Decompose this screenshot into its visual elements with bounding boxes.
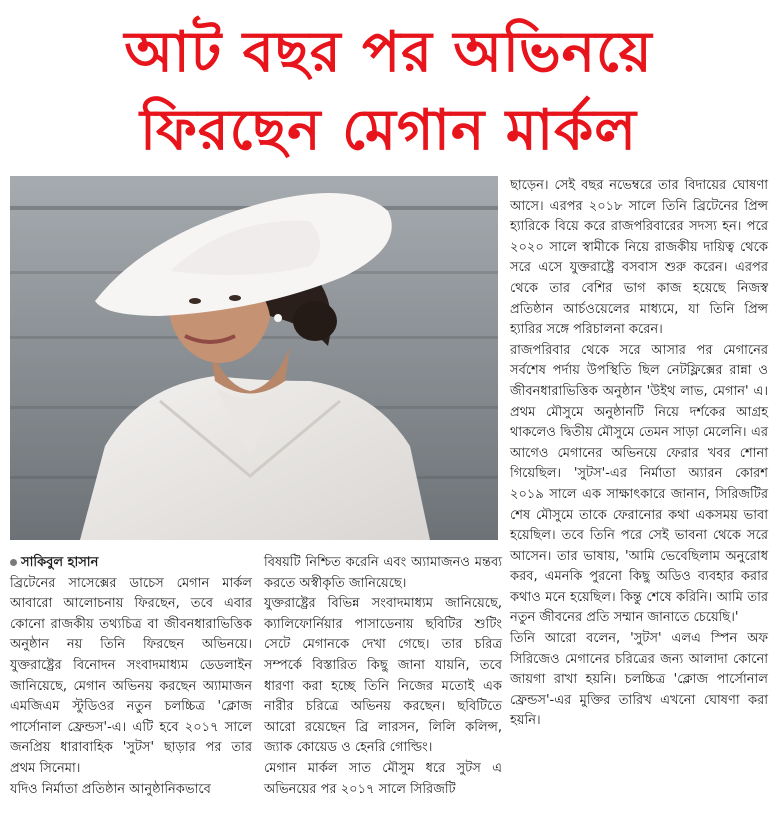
paragraph: যুক্তরাষ্ট্রের বিভিন্ন সংবাদমাধ্যম জানিয়েছে, ক্যালিফোর্নিয়ার পাসাডেনায় ছবিটির শুটিং সেটে মেগানকে দেখা গেছে। তার চরিত্র সম্পর্কে বিস্তারিত কিছু জানা যায়নি, তবে ধারণা করা হচ্ছে তিনি নিজের মতোই এক নারীর চরিত্রে অভিনয় করছেন। ছবিটিতে আরো রয়েছেন ব্রি লারসন, লিলি কলিন্স, জ্যাক কোয়েড ও হেনরি গোল্ডিং। [264, 596, 502, 756]
article-column-2 [264, 553, 502, 800]
article-column-3 [510, 176, 768, 732]
bullet-icon [10, 559, 17, 566]
byline-text: সাকিবুল হাসান [21, 555, 99, 570]
headline-line-2: ফিরছেন মেগান মার্কল [139, 98, 638, 163]
paragraph: ব্রিটেনের সাসেক্সের ডাচেস মেগান মার্কল আবারো আলোচনায় ফিরছেন, তবে এবার কোনো রাজকীয় তথ্যচিত্র বা জীবনধারাভিত্তিক অনুষ্ঠান নয় তিনি ফিরছেন অভিনয়ে। যুক্তরাষ্ট্রের বিনোদন সংবাদমাধ্যম ডেডলাইন জানিয়েছে, মেগান অভিনয় করছেন অ্যামাজন এমজিএম স্টুডিওর নতুন চলচ্চিত্র 'ক্লোজ পার্সোনাল ফ্রেন্ডস'-এ। এটি হবে ২০১৭ সালে জনপ্রিয় ধারাবাহিক 'সুটস' ছাড়ার পর তার প্রথম সিনেমা। [10, 575, 252, 776]
headline [0, 0, 777, 172]
article-photo [10, 176, 498, 540]
article-column-1 [10, 553, 252, 800]
headline-line-1: আট বছর পর অভিনয়ে [124, 20, 653, 85]
paragraph: রাজপরিবার থেকে সরে আসার পর মেগানের সর্বশেষ পর্দায় উপস্থিতি ছিল নেটফ্লিক্সের রান্না ও জীবনধারাভিত্তিক অনুষ্ঠান 'উইথ লাভ, মেগান' এ। প্রথম মৌসুমে অনুষ্ঠানটি নিয়ে দর্শকের আগ্রহ থাকলেও দ্বিতীয় মৌসুমে তেমন সাড়া মেলেনি। এর আগেও মেগানের অভিনয়ে ফেরার খবর শোনা গিয়েছিল। 'সুটস'-এর নির্মাতা অ্যারন কোরশ ২০১৯ সালে এক সাক্ষাৎকারে জানান, সিরিজটির শেষ মৌসুমে তাকে ফেরানোর কথা একসময় ভাবা হয়েছিল। তবে তিনি পরে সেই ভাবনা থেকে সরে আসেন। তার ভাষায়, 'আমি ভেবেছিলাম অনুরোধ করব, এমনকি পুরনো কিছু অডিও ব্যবহার করার কথাও মনে হয়েছিল। কিন্তু শেষে করিনি। আমি তার নতুন জীবনের প্রতি সম্মান জানাতে চেয়েছি।' [510, 342, 768, 626]
paragraph: মেগান মার্কল সাত মৌসুম ধরে সুটস এ অভিনয়ের পর ২০১৭ সালে সিরিজটি [264, 760, 502, 797]
paragraph: ছাড়েন। সেই বছর নভেম্বরে তার বিদায়ের ঘোষণা আসে। এরপর ২০১৮ সালে তিনি ব্রিটেনের প্রিন্স হ্যারিকে বিয়ে করে রাজপরিবারের সদস্য হন। পরে ২০২০ সালে স্বামীকে নিয়ে রাজকীয় দায়িত্ব থেকে সরে এসে যুক্তরাষ্ট্রে বসবাস শুরু করেন। এরপর থেকে তার বেশির ভাগ কাজ হয়েছে নিজস্ব প্রতিষ্ঠান আর্চওয়েলের মাধ্যমে, যা তিনি প্রিন্স হ্যারির সঙ্গে পরিচালনা করেন। [510, 178, 768, 338]
paragraph: তিনি আরো বলেন, 'সুটস' এলএ স্পিন অফ সিরিজেও মেগানের চরিত্রের জন্য আলাদা কোনো জায়গা রাখা হয়নি। চলচ্চিত্র 'ক্লোজ পার্সোনাল ফ্রেন্ডস'-এর মুক্তির তারিখ এখনো ঘোষণা করা হয়নি। [510, 631, 768, 729]
byline [10, 553, 252, 574]
photo-illustration [10, 176, 498, 540]
paragraph: যদিও নির্মাতা প্রতিষ্ঠান আনুষ্ঠানিকভাবে [10, 781, 211, 797]
paragraph: বিষয়টি নিশ্চিত করেনি এবং অ্যামাজনও মন্তব্য করতে অস্বীকৃতি জানিয়েছে। [264, 555, 502, 591]
